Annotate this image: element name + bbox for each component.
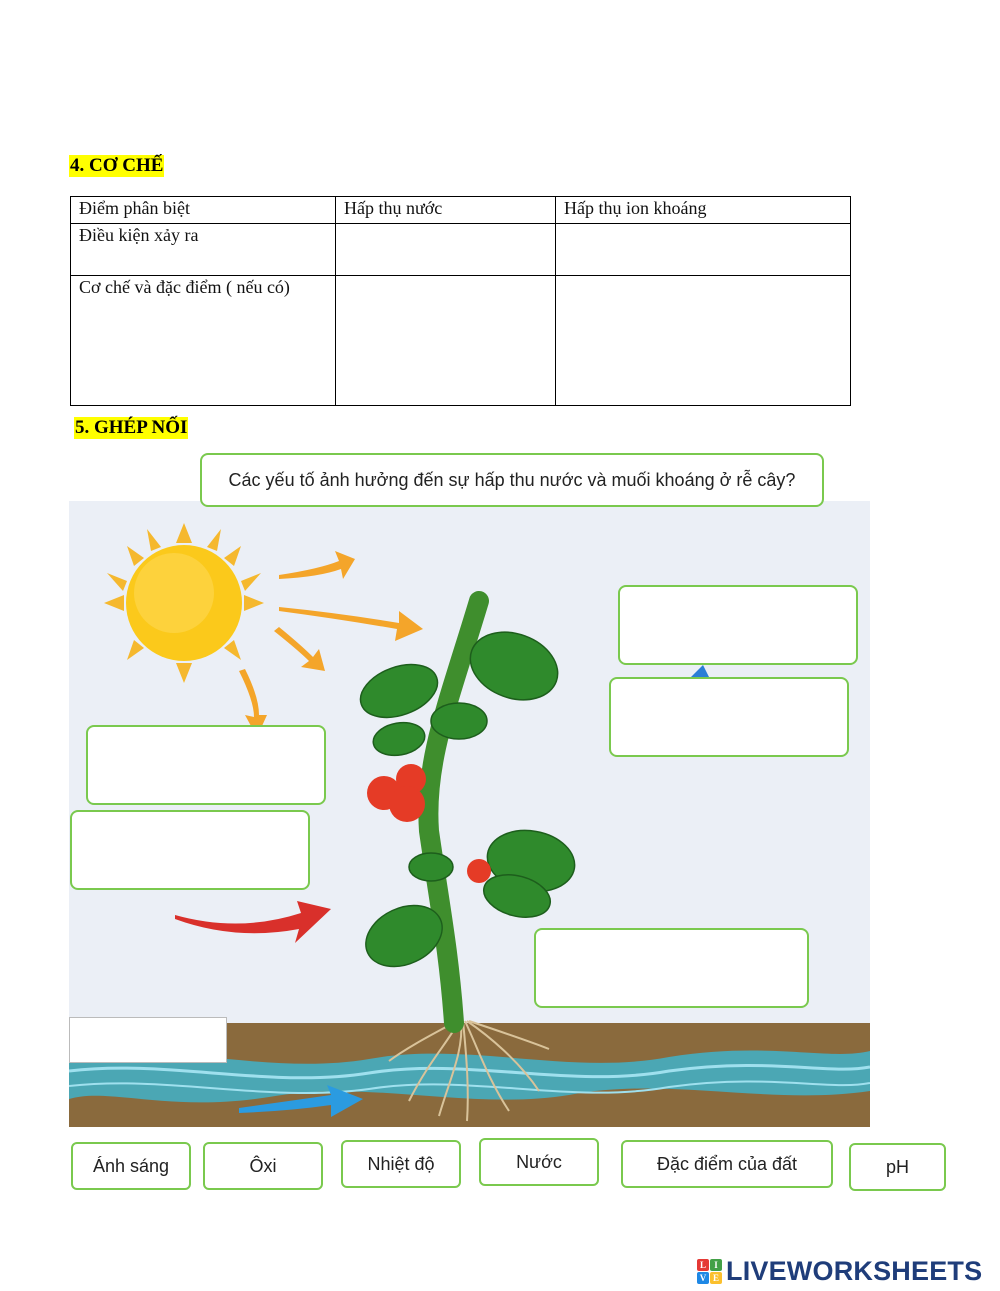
option-chip[interactable]: pH <box>849 1143 946 1191</box>
table-row-label: Cơ chế và đặc điểm ( nếu có) <box>71 276 336 406</box>
table-cell-answer[interactable] <box>556 276 851 406</box>
table-row-label: Điều kiện xảy ra <box>71 224 336 276</box>
logo-blocks-icon: L I V E <box>697 1259 722 1284</box>
table-row <box>71 224 851 276</box>
drop-zone[interactable] <box>609 677 849 757</box>
drop-zone[interactable] <box>86 725 326 805</box>
drop-zone[interactable] <box>70 810 310 890</box>
section-5-heading: 5. GHÉP NỐI <box>75 417 188 438</box>
option-chip[interactable]: Ôxi <box>203 1142 323 1190</box>
option-chip[interactable]: Ánh sáng <box>71 1142 191 1190</box>
table-row <box>71 276 851 406</box>
table-cell-answer[interactable] <box>336 224 556 276</box>
table-cell-answer[interactable] <box>336 276 556 406</box>
drop-zone[interactable] <box>534 928 809 1008</box>
brand-name: LIVEWORKSHEETS <box>726 1256 983 1286</box>
drop-zone[interactable] <box>69 1017 227 1063</box>
red-arrow <box>175 901 331 943</box>
option-chip[interactable]: Đặc điểm của đất <box>621 1140 833 1188</box>
option-chip[interactable]: Nước <box>479 1138 599 1186</box>
question-box: Các yếu tố ảnh hưởng đến sự hấp thu nước và muối khoáng ở rễ cây? <box>200 453 824 507</box>
option-chip[interactable]: Nhiệt độ <box>341 1140 461 1188</box>
table-header-row <box>71 197 851 224</box>
section-4-heading: 4. CƠ CHẾ <box>70 155 164 176</box>
table-header-cell: Hấp thụ nước <box>336 197 556 224</box>
drop-zone[interactable] <box>618 585 858 665</box>
liveworksheets-logo <box>697 1256 982 1287</box>
comparison-table <box>70 196 851 406</box>
table-cell-answer[interactable] <box>556 224 851 276</box>
table-header-cell: Điểm phân biệt <box>71 197 336 224</box>
sun-icon <box>104 523 264 683</box>
table-header-cell: Hấp thụ ion khoáng <box>556 197 851 224</box>
